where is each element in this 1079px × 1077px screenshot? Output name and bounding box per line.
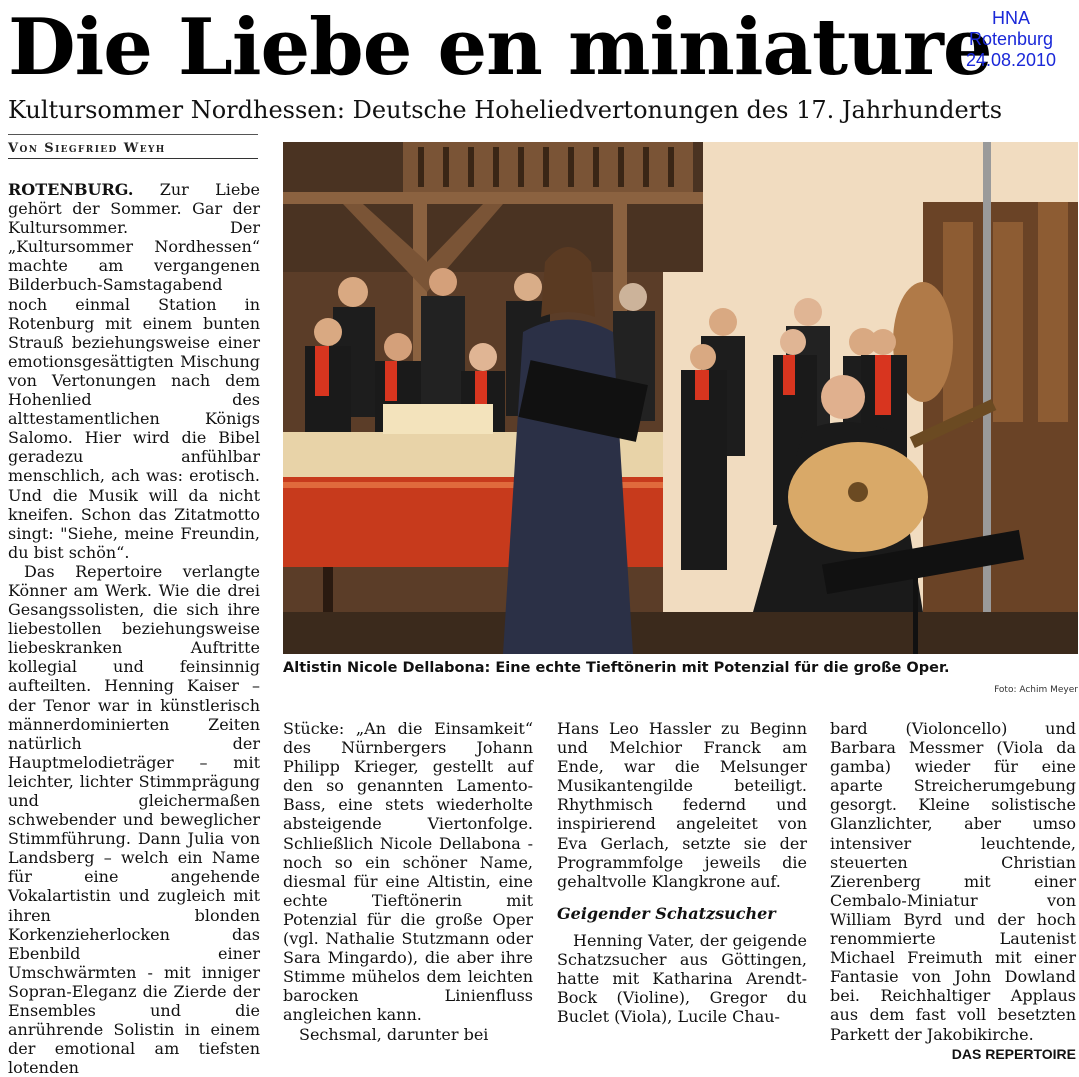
stamp-date: 24.08.2010 (965, 50, 1057, 70)
section-subheading: Geigender Schatzsucher (557, 903, 776, 923)
text-column-1 (8, 180, 260, 1077)
byline: Von Siegfried Weyh (8, 141, 258, 159)
concert-photo-illustration (283, 142, 1078, 654)
paragraph (8, 180, 260, 562)
subheadline: Kultursommer Nordhessen: Deutsche Hoheliedvertonungen des 17. Jahrhunderts (8, 96, 1003, 124)
dateline: ROTENBURG. (8, 180, 134, 199)
paragraph: Henning Vater, der geigende Schatzsucher aus Göttingen, hatte mit Katharina Arendt-Bock (Violine), Gregor du Buclet (Viola), Lucile Chau- (557, 930, 807, 1027)
stamp-source: HNA (991, 8, 1030, 28)
paragraph: Sechsmal, darunter bei (299, 1024, 489, 1044)
concert-photo (283, 142, 1078, 654)
text-column-3 (557, 719, 807, 1026)
stamp-edition: Rotenburg (968, 29, 1054, 49)
byline-rule (8, 134, 258, 135)
photo-caption: Altistin Nicole Dellabona: Eine echte Tieftönerin mit Potenzial für die große Oper. (283, 660, 950, 676)
signoff: DAS REPERTOIRE (951, 1045, 1076, 1062)
paragraph-text: Zur Liebe gehört der Sommer. Gar der Kultursommer. Der „Kultursommer Nordhessen“ machte am vergangenen Bilderbuch-Samstagabend noch einmal Station in Rotenburg mit einem bunten Strauß beziehungsweise einer emotionsgesättigten Mischung von Vertonungen nach dem Hohenlied des alttestamentlichen Königs Salomo. Hier wird die Bibel geradezu anfühlbar menschlich, ach was: erotisch. Und die Musik will da nicht kneifen. Schon das Zitatmotto singt: "Siehe, meine Freundin, du bist schön“. (8, 180, 260, 562)
archive-stamp (956, 8, 1066, 71)
headline: Die Liebe en miniature (8, 2, 992, 93)
text-column-2 (283, 719, 533, 1044)
paragraph: Hans Leo Hassler zu Beginn und Melchior Franck am Ende, war die Melsunger Musikantengilde beteiligt. Rhythmisch federnd und inspirierend angeleitet von Eva Gerlach, setzte sie der Programmfolge jeweils die gehaltvolle Klangkrone auf. (557, 719, 807, 891)
paragraph: bard (Violoncello) und Barbara Messmer (Viola da gamba) wieder für eine aparte Streicherumgebung gesorgt. Kleine solistische Glanzlichter, aber umso intensiver leuchtende, steuerten Christian Zierenberg mit einer Cembalo-Miniatur von William Byrd und der hoch renommierte Lautenist Michael Freimuth mit einer Fantasie von John Dowland bei. Reichhaltiger Applaus aus dem fast voll besetzten Parkett der Jakobikirche. (830, 719, 1076, 1044)
text-column-4 (830, 719, 1076, 1064)
paragraph: Das Repertoire verlangte Könner am Werk. Wie die drei Gesangssolisten, die sich ihre liebestollen beziehungsweise liebeskranken Auftritte kollegial und feinsinnig aufteilten. Henning Kaiser – der Tenor war in künstlerisch männerdominierten Zeiten natürlich der Hauptmelodieträger – mit leichter, lichter Stimmprägung und gleichermaßen schwebender und beweglicher Stimmführung. Dann Julia von Landsberg – welch ein Name für eine angehende Vokalartistin und zugleich mit ihren blonden Korkenzieherlocken das Ebenbild einer Umschwärmten - mit inniger Sopran-Eleganz die Zierde der Ensembles und die anrührende Solistin in einem der emotional am tiefsten lotenden (8, 561, 260, 1077)
paragraph: Stücke: „An die Einsamkeit“ des Nürnbergers Johann Philipp Krieger, gestellt auf den so genannten Lamento-Bass, eine stets wiederholte absteigende Viertonfolge. Schließlich Nicole Dellabona - noch so ein schöner Name, diesmal für eine Altistin, eine echte Tieftönerin mit Potenzial für die große Oper (vgl. Nathalie Stutzmann oder Sara Mingardo), die aber ihre Stimme mühelos dem leichten barocken Linienfluss angleichen kann. (283, 719, 533, 1025)
photo-credit: Foto: Achim Meyer (994, 685, 1078, 695)
